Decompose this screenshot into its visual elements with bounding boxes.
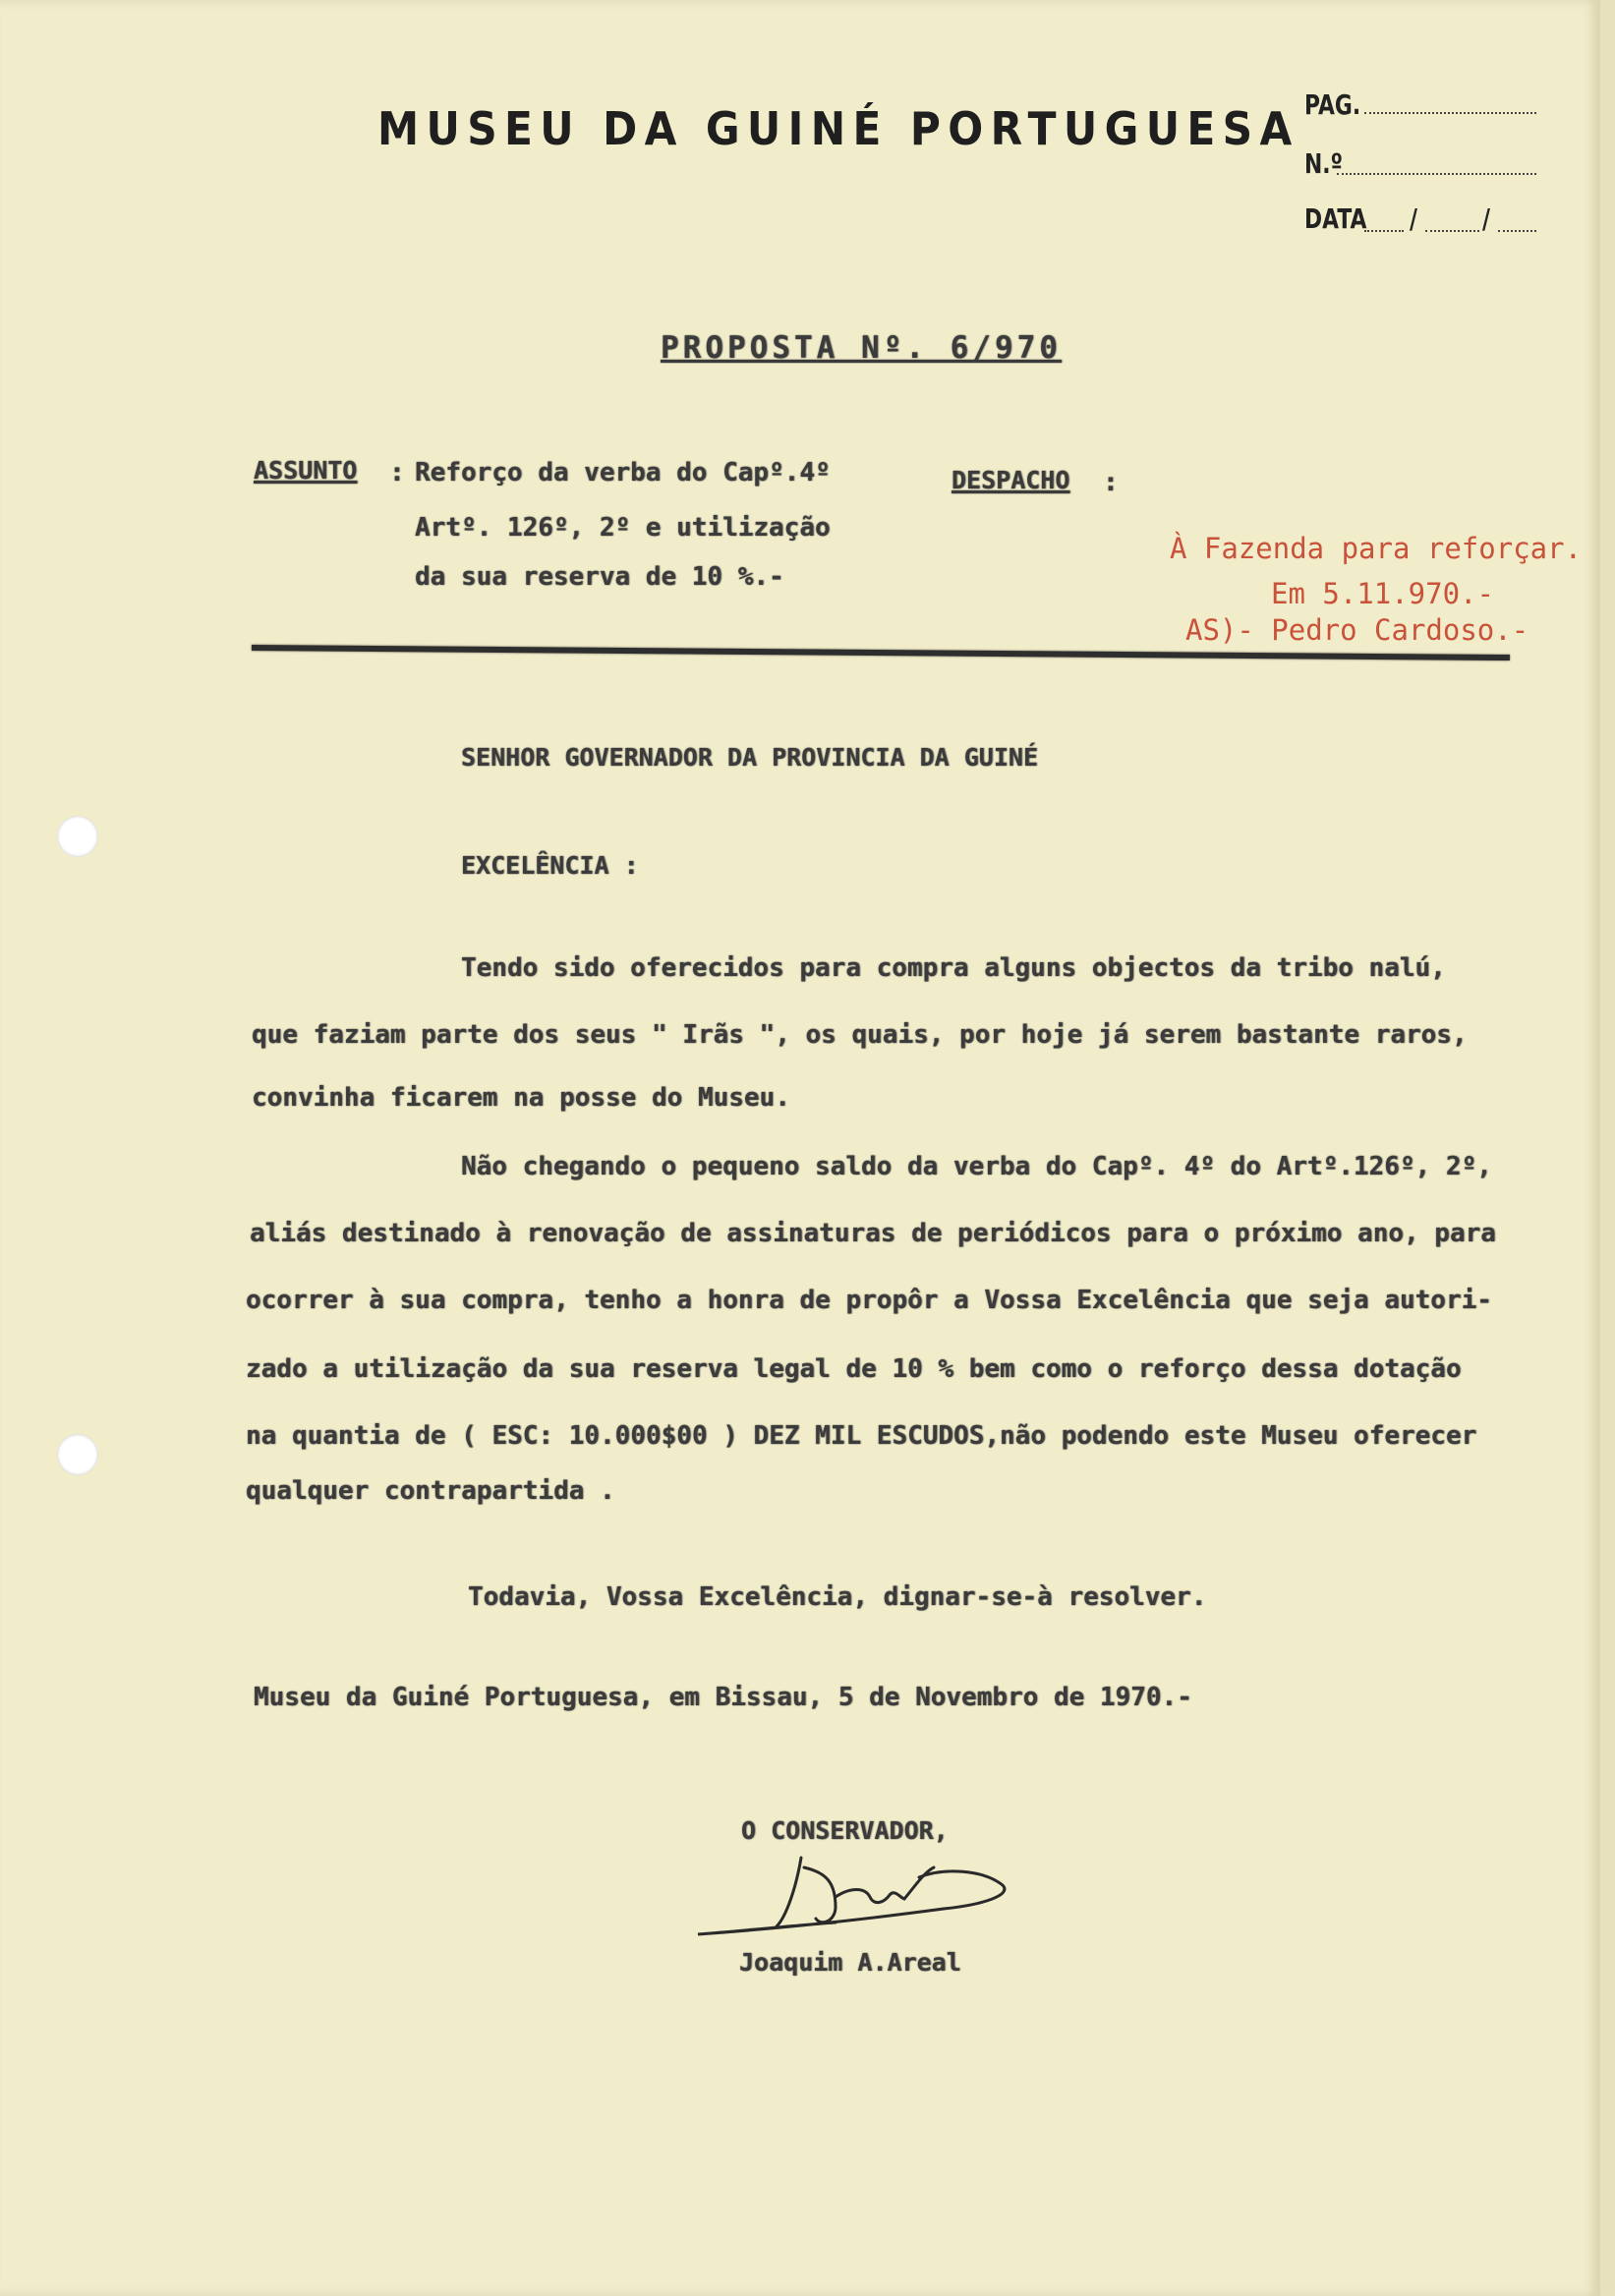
subject-label: ASSUNTO (254, 456, 358, 485)
addressee: SENHOR GOVERNADOR DA PROVINCIA DA GUINÉ (461, 743, 1038, 772)
paper-edge (1600, 0, 1615, 2296)
num-label: N.º (1304, 147, 1343, 180)
salutation: EXCELÊNCIA : (461, 851, 639, 880)
letterhead-title: MUSEU DA GUINÉ PORTUGUESA (377, 102, 1299, 155)
pag-field-line (1364, 112, 1536, 114)
body-line: aliás destinado à renovação de assinaturas de periódicos para o próximo ano, para (250, 1219, 1496, 1248)
punch-hole (57, 1434, 98, 1475)
body-line: zado a utilização da sua reserva legal de 10 % bem como o reforço dessa dotação (246, 1354, 1462, 1384)
proposal-title: PROPOSTA Nº. 6/970 (661, 330, 1062, 366)
data-separator: / (1482, 202, 1490, 235)
body-line: qualquer contrapartida . (246, 1476, 615, 1506)
pag-label: PAG. (1304, 88, 1361, 121)
despacho-stamp-line: AS)- Pedro Cardoso.- (1185, 613, 1529, 647)
subject-colon: : (389, 458, 405, 488)
subject-line: da sua reserva de 10 %.- (415, 562, 784, 592)
despacho-stamp-line: Em 5.11.970.- (1271, 577, 1494, 610)
punch-hole (57, 816, 98, 857)
body-line: convinha ficarem na posse do Museu. (252, 1083, 790, 1113)
body-line: que faziam parte dos seus " Irãs ", os quais, por hoje já serem bastante raros, (252, 1020, 1468, 1050)
signatory-name: Joaquim A.Areal (739, 1948, 961, 1977)
data-year-line (1498, 230, 1536, 232)
despacho-colon: : (1103, 468, 1119, 497)
despacho-label: DESPACHO (952, 466, 1070, 494)
subject-line: Reforço da verba do Capº.4º (415, 458, 831, 488)
body-line: na quantia de ( ESC: 10.000$00 ) DEZ MIL ESCUDOS,não podendo este Museu oferecer (246, 1421, 1477, 1451)
body-line: ocorrer à sua compra, tenho a honra de propôr a Vossa Excelência que seja autori- (246, 1286, 1492, 1315)
data-separator: / (1410, 202, 1417, 235)
subject-line: Artº. 126º, 2º e utilização (415, 513, 831, 543)
despacho-stamp-line: À Fazenda para reforçar. (1170, 532, 1583, 565)
data-day-line (1364, 230, 1404, 232)
num-field-line (1337, 173, 1536, 175)
signature-title: O CONSERVADOR, (741, 1816, 949, 1845)
place-date: Museu da Guiné Portuguesa, em Bissau, 5 de Novembro de 1970.- (254, 1683, 1192, 1712)
body-line: Não chegando o pequeno saldo da verba do Capº. 4º do Artº.126º, 2º, (461, 1152, 1492, 1181)
data-label: DATA (1304, 202, 1367, 235)
body-line: Tendo sido oferecidos para compra alguns objectos da tribo nalú, (461, 953, 1446, 983)
data-month-line (1425, 230, 1479, 232)
closing-line: Todavia, Vossa Excelência, dignar-se-à resolver. (468, 1582, 1207, 1612)
handwritten-signature (688, 1828, 1022, 1956)
